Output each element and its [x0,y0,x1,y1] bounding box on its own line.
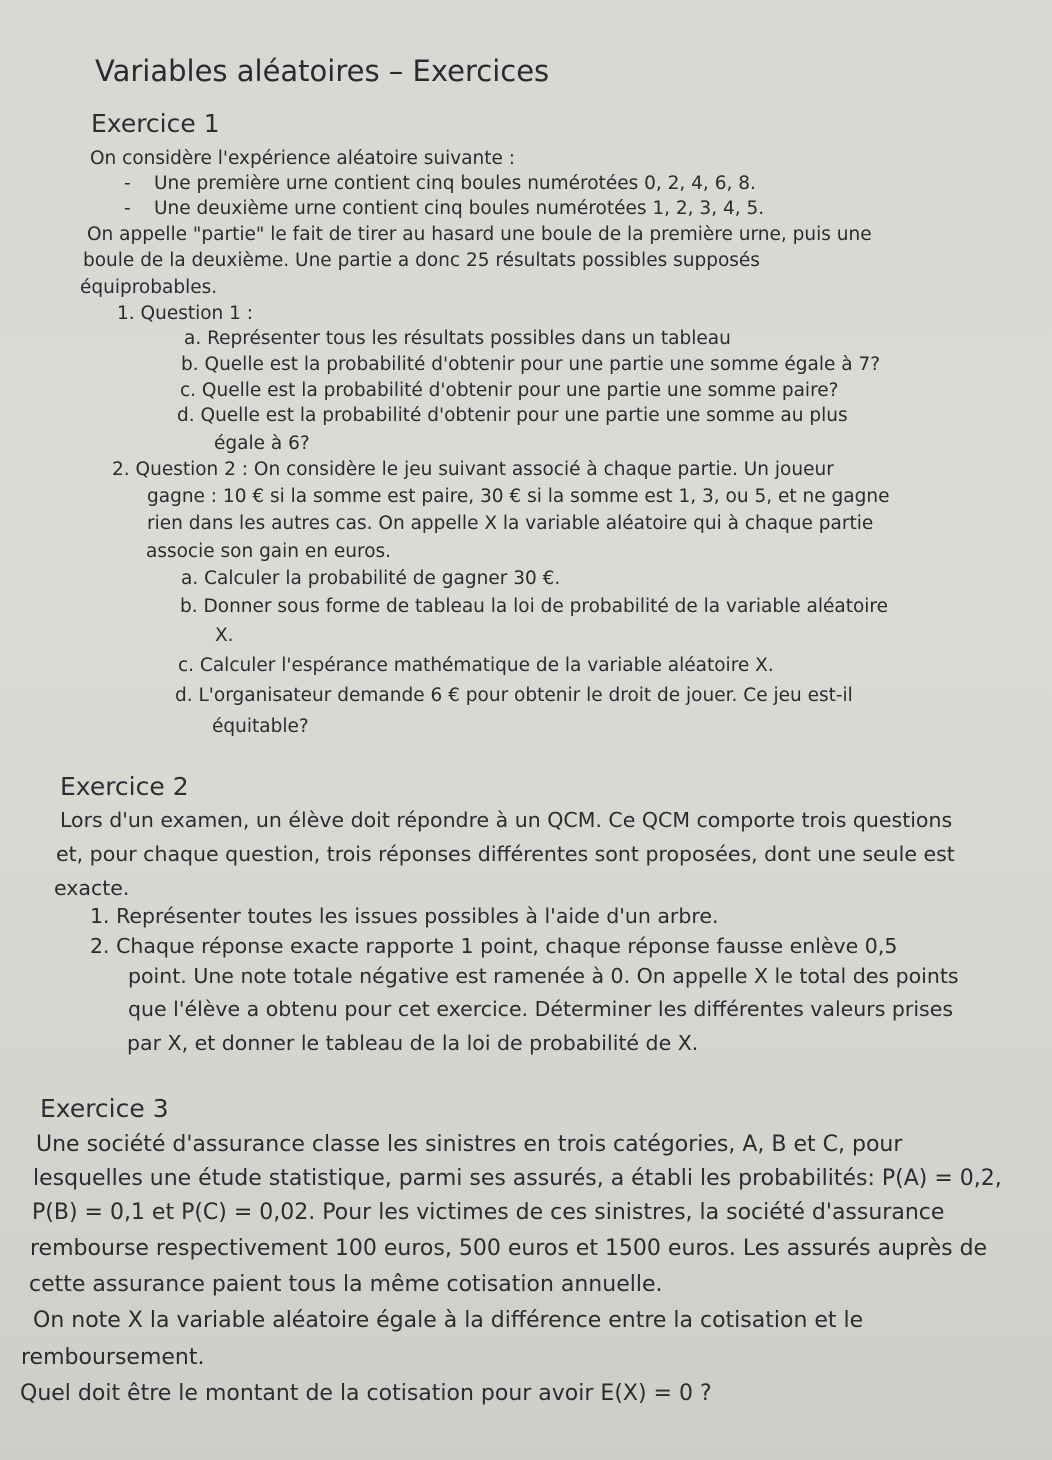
ex3-line-1: Une société d'assurance classe les sinistres en trois catégories, A, B et C, pour [36,1132,903,1157]
ex1-q2-a: a. Calculer la probabilité de gagner 30 €. [181,568,561,589]
ex3-line-3: P(B) = 0,1 et P(C) = 0,02. Pour les victimes de ces sinistres, la société d'assurance [32,1200,945,1225]
ex1-q2-b-line-1: b. Donner sous forme de tableau la loi de probabilité de la variable aléatoire [180,596,889,617]
ex1-bullet-2 [124,198,764,219]
ex1-q1-a: a. Représenter tous les résultats possibles dans un tableau [184,328,731,349]
ex1-question-2-line-1: 2. Question 2 : On considère le jeu suivant associé à chaque partie. Un joueur [112,459,834,480]
ex1-question-2-line-2: gagne : 10 € si la somme est paire, 30 € si la somme est 1, 3, ou 5, et ne gagne [147,486,890,507]
ex1-question-1-label: 1. Question 1 : [117,303,254,324]
ex2-question-2-line-3: que l'élève a obtenu pour cet exercice. Déterminer les différentes valeurs prises [128,997,954,1021]
ex1-bullet-1-text: Une première urne contient cinq boules numérotées 0, 2, 4, 6, 8. [154,173,756,194]
ex1-q2-b-line-2: X. [215,625,234,646]
ex2-para-line-3: exacte. [54,876,130,900]
ex1-question-2-line-3: rien dans les autres cas. On appelle X la variable aléatoire qui à chaque partie [147,513,874,534]
exercise-1-heading: Exercice 1 [91,109,220,138]
ex1-intro: On considère l'expérience aléatoire suivante : [90,148,516,169]
ex1-para-line-3: équiprobables. [80,277,218,298]
ex1-para-line-1: On appelle "partie" le fait de tirer au hasard une boule de la première urne, puis une [87,224,872,245]
ex1-bullet-2-text: Une deuxième urne contient cinq boules numérotées 1, 2, 3, 4, 5. [154,198,765,219]
ex1-para-line-2: boule de la deuxième. Une partie a donc 25 résultats possibles supposés [83,250,760,271]
ex1-q1-c: c. Quelle est la probabilité d'obtenir pour une partie une somme paire? [180,380,839,401]
page-title: Variables aléatoires – Exercices [95,54,550,88]
ex3-line-6: On note X la variable aléatoire égale à la différence entre la cotisation et le [33,1308,864,1333]
ex1-q2-d-line-1: d. L'organisateur demande 6 € pour obtenir le droit de jouer. Ce jeu est-il [175,685,853,706]
ex3-line-8: Quel doit être le montant de la cotisation pour avoir E(X) = 0 ? [20,1381,712,1406]
ex2-question-2-line-1: 2. Chaque réponse exacte rapporte 1 point, chaque réponse fausse enlève 0,5 [90,934,898,958]
ex1-q1-d-line-1: d. Quelle est la probabilité d'obtenir pour une partie une somme au plus [177,405,848,426]
ex2-question-2-line-4: par X, et donner le tableau de la loi de probabilité de X. [127,1031,699,1055]
ex1-q1-b: b. Quelle est la probabilité d'obtenir pour une partie une somme égale à 7? [181,354,881,375]
exercise-2-heading: Exercice 2 [60,772,189,801]
ex2-question-2-line-2: point. Une note totale négative est ramenée à 0. On appelle X le total des points [128,964,959,988]
ex2-question-1: 1. Représenter toutes les issues possibles à l'aide d'un arbre. [90,904,719,928]
ex3-line-2: lesquelles une étude statistique, parmi ses assurés, a établi les probabilités: P(A) = 0,2, [33,1166,1002,1191]
ex1-q2-c: c. Calculer l'espérance mathématique de la variable aléatoire X. [178,655,774,676]
exercise-3-heading: Exercice 3 [40,1094,169,1123]
bullet-dash: - [124,173,131,194]
ex3-line-5: cette assurance paient tous la même cotisation annuelle. [29,1272,663,1297]
ex3-line-7: remboursement. [21,1345,205,1370]
ex1-question-2-line-4: associe son gain en euros. [146,541,392,562]
ex3-line-4: rembourse respectivement 100 euros, 500 euros et 1500 euros. Les assurés auprès de [30,1236,988,1261]
bullet-dash: - [124,198,131,219]
ex1-q2-d-line-2: équitable? [212,716,309,737]
ex2-para-line-2: et, pour chaque question, trois réponses différentes sont proposées, dont une seule est [56,842,955,866]
ex2-para-line-1: Lors d'un examen, un élève doit répondre à un QCM. Ce QCM comporte trois questions [60,808,953,832]
ex1-bullet-1 [124,173,756,194]
ex1-q1-d-line-2: égale à 6? [214,433,310,454]
